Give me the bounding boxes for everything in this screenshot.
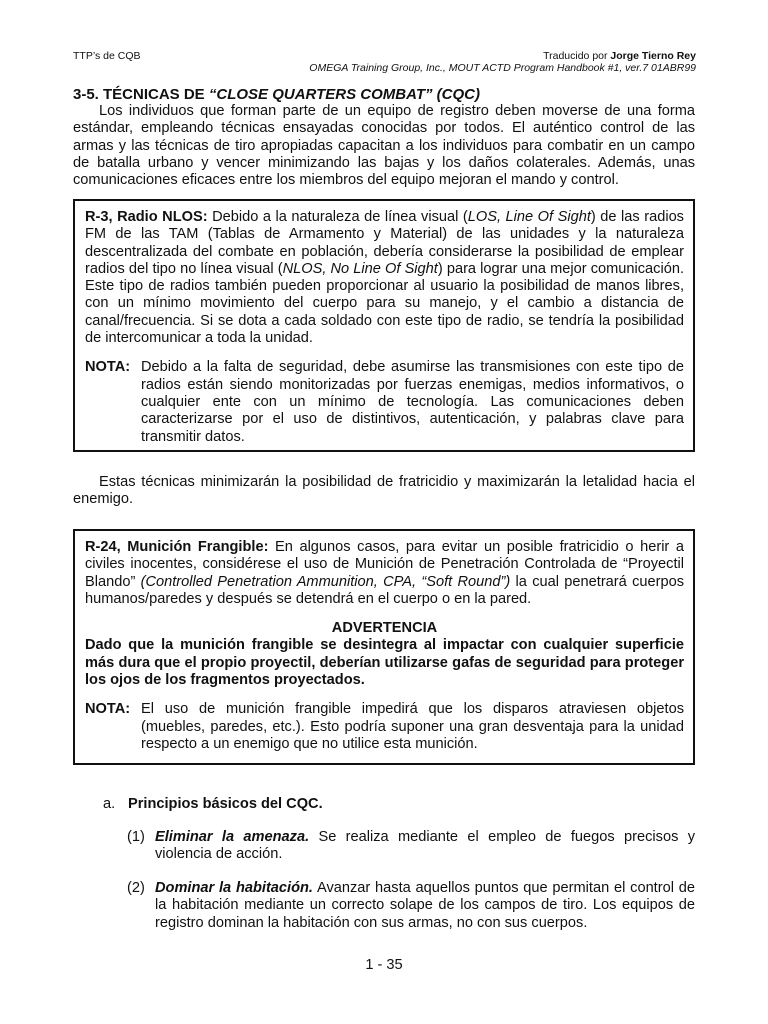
frangible-ammo-i1: (Controlled Penetration Ammunition, CPA, “Soft Round”)	[140, 573, 511, 590]
principle-body	[155, 880, 695, 932]
section-title-prefix: 3-5. TÉCNICAS DE	[73, 86, 209, 103]
radio-nlos-t2: ) de las radios FM de las TAM (Tablas de Armamento y Material) de las unidades y la naturaleza descentralizada del combate en población, debería considerarse la posibilidad de emplear radios del tipo no línea visual (	[85, 209, 684, 277]
radio-nlos-i2: NLOS, No Line Of Sight	[282, 260, 438, 277]
radio-nlos-note	[85, 359, 684, 445]
warning-text: Dado que la munición frangible se desintegra al impactar con cualquier superficie más dura que el propio proyectil, deberían utilizarse gafas de seguridad para proteger los ojos de los fragmentos proyectados.	[85, 637, 684, 689]
header-translator-name: Jorge Tierno Rey	[610, 50, 696, 62]
radio-nlos-label: R-3, Radio NLOS:	[85, 209, 208, 225]
note-text: El uso de munición frangible impedirá que los disparos atraviesen objetos (muebles, paredes, etc.). Esto podría suponer una gran desventaja para la unidad respecto a un enemigo que no utilice esta munición.	[141, 701, 684, 752]
section-intro: Los individuos que forman parte de un equipo de registro deben moverse de una forma estándar, empleando técnicas ensayadas conocidas por todos. El auténtico control de las armas y las técnicas de tiro apropiadas capacitan a los individuos para combatir en un campo de batalla urbano y vencer minimizando las bajas y los daños colaterales. Además, unas comunicaciones eficaces entre los miembros del equipo mejoran el mando y control.	[73, 103, 695, 189]
principle-title: Dominar la habitación.	[155, 880, 313, 896]
frangible-ammo-t1: En algunos casos, para evitar un posible fratricidio o herir a civiles inocentes, considérese el uso de Munición de Penetración Controlada de “Proyectil Blando”	[85, 539, 684, 590]
section-title-italic: “CLOSE QUARTERS COMBAT” (CQC)	[208, 86, 480, 103]
radio-nlos-text	[85, 209, 684, 347]
principles-heading	[103, 796, 323, 812]
section-title	[73, 86, 480, 103]
radio-nlos-box	[73, 199, 695, 452]
header-left: TTP’s de CQB	[73, 50, 141, 62]
radio-nlos-t1: Debido a la naturaleza de línea visual (	[207, 209, 468, 225]
principle-item	[127, 880, 695, 932]
principle-text: Se realiza mediante el empleo de fuegos precisos y violencia de acción.	[155, 829, 696, 863]
principle-body	[155, 829, 695, 864]
principle-item	[127, 829, 695, 864]
principle-number: (2)	[127, 880, 145, 896]
note-label: NOTA:	[85, 701, 131, 718]
principle-title: Eliminar la amenaza.	[155, 829, 310, 845]
principle-number: (1)	[127, 829, 145, 845]
header-source: OMEGA Training Group, Inc., MOUT ACTD Program Handbook #1, ver.7 01ABR99	[309, 62, 696, 74]
radio-nlos-i1: LOS, Line Of Sight	[467, 209, 591, 225]
warning-title: ADVERTENCIA	[331, 620, 438, 637]
frangible-ammo-text	[85, 539, 684, 608]
header-translator-line	[309, 50, 696, 62]
frangible-ammo-box	[73, 529, 695, 765]
header-translator-prefix: Traducido por	[543, 50, 611, 62]
principles-letter: a.	[103, 796, 116, 812]
page-number: 1 - 35	[365, 957, 403, 973]
radio-nlos-t3: ) para lograr una mejor comunicación. Este tipo de radios también pueden proporcionar al usuario la posibilidad de manos libres, con un mínimo movimiento del cuerpo para su manejo, y el cambio a distancia de canal/frecuencia. Si se dota a cada soldado con este tipo de radio, se tendría la posibilidad de intercomunicar a toda la unidad.	[85, 260, 685, 347]
principle-text: Avanzar hasta aquellos puntos que permitan el control de la habitación mediante un correcto solape de los campos de tiro. Los equipos de registro dominan la habitación con sus armas, no con sus cuerpos.	[155, 880, 695, 931]
frangible-ammo-t2: la cual penetrará cuerpos humanos/paredes y después se detendrá en el cuerpo o en la pared.	[85, 573, 684, 607]
frangible-ammo-label: R-24, Munición Frangible:	[85, 539, 269, 555]
note-label: NOTA:	[85, 359, 131, 376]
middle-paragraph: Estas técnicas minimizarán la posibilidad de fratricidio y maximizarán la letalidad hacia el enemigo.	[73, 474, 695, 508]
header-right	[309, 50, 696, 74]
frangible-ammo-note	[85, 701, 684, 753]
note-text: Debido a la falta de seguridad, debe asumirse las transmisiones con este tipo de radios están siendo monitorizadas por fuerzas enemigas, medios informativos, o cualquier ente con un mínimo de tecnología. Las comunicaciones deben caracterizarse por el uso de distintivos, autenticación, y palabras clave para transmitir datos.	[141, 359, 684, 445]
principles-heading-text: Principios básicos del CQC.	[128, 796, 323, 812]
